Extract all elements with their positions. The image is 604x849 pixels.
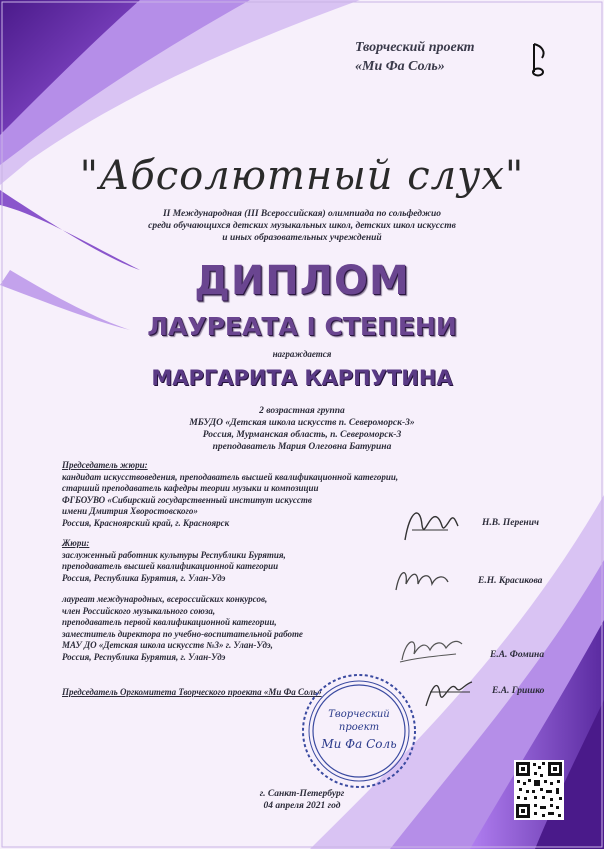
olympiad-subtitle [0,208,604,244]
qr-code [514,760,564,820]
teacher: преподаватель Мария Олеговна Батурина [212,442,392,452]
jury-chair-line: кандидат искусствоведения, преподаватель высшей квалификационной категории, [62,471,399,482]
member1-signature [392,562,452,598]
jury-member-line: Россия, Республика Бурятия, г. Улан-Удэ [62,651,226,662]
jury-chair-line: Россия, Красноярский край, г. Красноярск [62,517,230,528]
recipient-name: МАРГАРИТА КАРПУТИНА [151,366,453,390]
organizer-label: Председатель Оргкомитета Творческого проекта «Ми Фа Соль» [62,687,322,697]
age-group: 2 возрастная группа [259,406,345,416]
stamp-line2: проект [338,722,380,733]
music-note-icon [528,40,550,80]
jury-member-line: МАУ ДО «Детская школа искусств №3» г. Улан-Удэ, [62,640,273,650]
project-header [355,38,535,76]
jury-member2-name: Е.А. Фомина [490,650,545,660]
jury-chair-line: старший преподаватель кафедры теории музыки и композиции [62,483,319,493]
project-line1: Творческий проект [355,40,475,55]
footer-city: г. Санкт-Петербург [259,789,345,799]
location: Россия, Мурманская область, п. Североморск-3 [202,430,402,440]
school-name: МБУДО «Детская школа искусств п. Североморск-3» [189,418,415,428]
stamp-line1: Творческий [328,709,390,720]
awarded-label: награждается [272,349,332,359]
recipient-info [0,405,604,453]
jury-member-line: заслуженный работник культуры Республики Бурятия, [62,549,286,560]
jury-member-line: Россия, Республика Бурятия, г. Улан-Удэ [62,572,226,583]
laureate-degree: ЛАУРЕАТА I СТЕПЕНИ [147,312,457,341]
jury-chair-name: Н.В. Перенич [482,518,539,528]
jury-member-line: заместитель директора по учебно-воспитательной работе [62,628,303,639]
jury-chair-label: Председатель жюри: [62,460,148,470]
jury-member-line: лауреат международных, всероссийских конкурсов, [62,594,268,604]
jury-chair-line: имени Дмитрия Хворостовского» [62,506,198,516]
project-line2: «Ми Фа Соль» [355,59,445,74]
jury-member-line: член Российского музыкального союза, [62,605,216,616]
jury-member-line: преподаватель первой квалификационной категории, [62,617,277,627]
organization-stamp [300,672,418,790]
subtitle-line: и иных образовательных учреждений [222,233,382,243]
organizer-name: Е.А. Гришко [492,686,545,696]
jury-member-line: преподаватель высшей квалификационной категории [62,561,279,571]
member2-signature [396,630,466,670]
subtitle-line: среди обучающихся детских музыкальных школ, детских школ искусств [148,221,456,231]
olympiad-title: "Абсолютный слух" [79,153,525,199]
stamp-line3: Ми Фа Соль [321,737,397,751]
diploma-heading: ДИПЛОМ [194,258,410,304]
subtitle-line: II Международная (III Всероссийская) олимпиада по сольфеджио [162,209,442,219]
jury-member1-name: Е.Н. Красикова [478,576,543,586]
footer-date: 04 апреля 2021 год [263,801,341,811]
organizer-signature [420,672,480,712]
jury-label: Жюри: [62,538,90,548]
jury-chair-line: ФГБОУВО «Сибирский государственный институт искусств [62,494,312,505]
